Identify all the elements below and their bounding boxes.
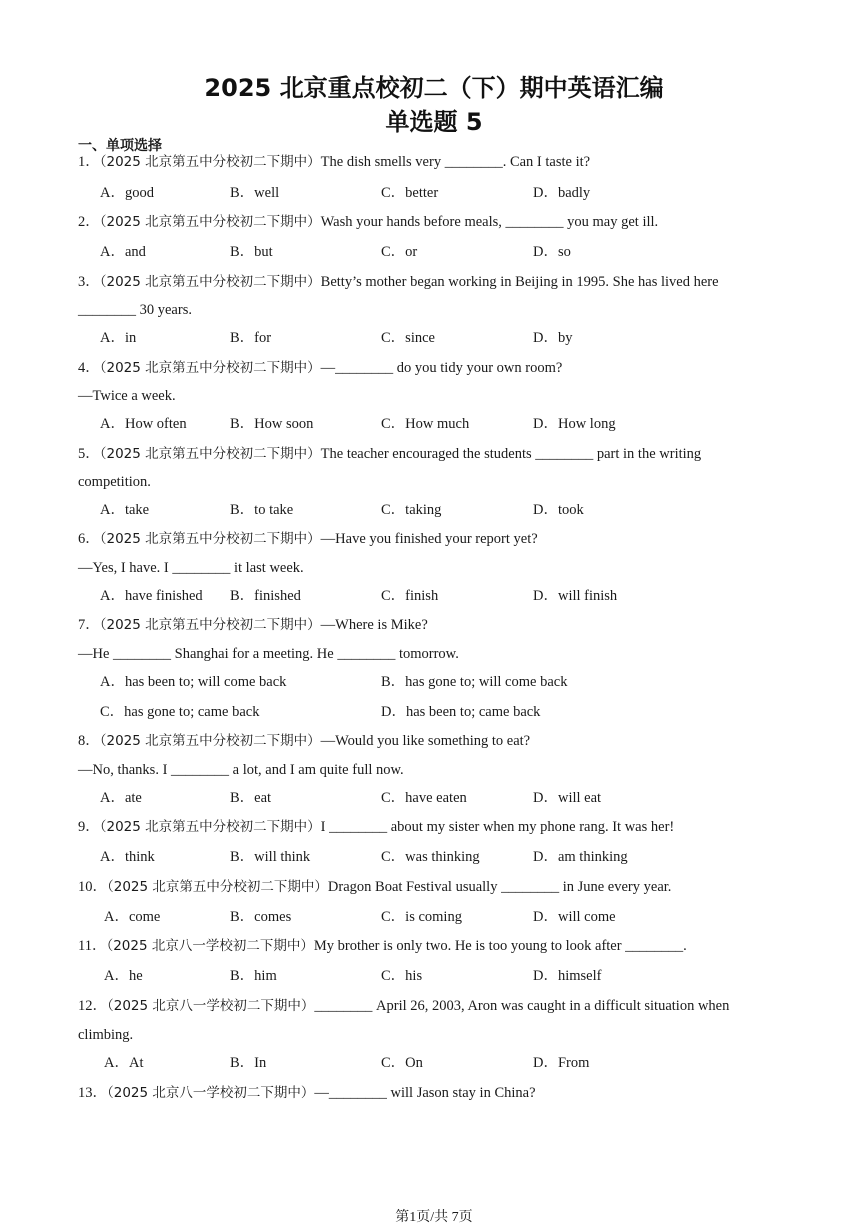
answer-option: C．was thinking [381, 849, 480, 865]
question-stem [78, 817, 674, 837]
question-source: （2025 北京八一学校初二下期中） [107, 998, 315, 1014]
answer-option: D．so [533, 244, 571, 260]
question-source: （2025 北京八一学校初二下期中） [107, 1085, 315, 1101]
answer-option: A．in [100, 330, 137, 346]
answer-option: B．How soon [230, 416, 314, 432]
answer-option: D．took [533, 502, 584, 518]
answer-option: C．has gone to; came back [100, 704, 260, 720]
answer-option: C．have eaten [381, 790, 467, 806]
question-number: 4． [78, 360, 100, 376]
answer-option: A．and [100, 244, 146, 260]
question-text: Dragon Boat Festival usually ________ in June every year. [327, 879, 672, 895]
question-number: 8． [78, 733, 100, 749]
question-source: （2025 北京第五中分校初二下期中） [99, 819, 321, 835]
question-source: （2025 北京第五中分校初二下期中） [99, 446, 321, 462]
question-stem [78, 212, 658, 232]
answer-option: C．or [381, 244, 418, 260]
answer-option: A．How often [100, 416, 187, 432]
answer-option: B．but [230, 244, 273, 260]
question-stem-continued [78, 760, 404, 780]
question-source: （2025 北京第五中分校初二下期中） [107, 879, 328, 895]
answer-option: D．will finish [533, 588, 618, 604]
question-text: —No, thanks. I ________ a lot, and I am quite full now. [78, 762, 404, 778]
question-number: 13． [78, 1085, 107, 1101]
answer-option: A．good [100, 185, 154, 201]
question-text: —Where is Mike? [320, 617, 428, 633]
answer-option: A．ate [100, 790, 142, 806]
answer-option: B．has gone to; will come back [381, 674, 568, 690]
answer-option: C．is coming [381, 909, 462, 925]
question-number: 11． [78, 938, 107, 954]
question-text: Betty’s mother began working in Beijing in 1995. She has lived here [320, 274, 719, 290]
answer-option: A．think [100, 849, 155, 865]
answer-option: A．At [104, 1055, 144, 1071]
answer-option: C．since [381, 330, 435, 346]
question-stem [78, 444, 701, 464]
answer-option: C．better [381, 185, 439, 201]
question-stem-continued [78, 1025, 133, 1045]
page-footer: 第1页/共 7页 [395, 1210, 473, 1225]
answer-option: B．well [230, 185, 280, 201]
answer-option: B．will think [230, 849, 311, 865]
question-stem [78, 272, 719, 292]
question-source: （2025 北京第五中分校初二下期中） [99, 214, 321, 230]
question-number: 12． [78, 998, 107, 1014]
answer-option: A．take [100, 502, 150, 518]
document-title: 2025 北京重点校初二（下）期中英语汇编 [204, 74, 664, 102]
question-text: The teacher encouraged the students ________ part in the writing [320, 446, 702, 462]
answer-option: D．From [533, 1055, 590, 1071]
question-text: ________ April 26, 2003, Aron was caught in a difficult situation when [314, 998, 730, 1014]
question-text: The dish smells very ________. Can I taste it? [320, 154, 591, 170]
question-stem-continued [78, 386, 176, 406]
answer-option: A．have finished [100, 588, 203, 604]
question-number: 2． [78, 214, 100, 230]
answer-option: C．taking [381, 502, 442, 518]
answer-option: B．eat [230, 790, 272, 806]
question-source: （2025 北京第五中分校初二下期中） [99, 617, 321, 633]
question-source: （2025 北京第五中分校初二下期中） [99, 360, 321, 376]
question-source: （2025 北京第五中分校初二下期中） [99, 531, 321, 547]
answer-option: C．How much [381, 416, 470, 432]
question-number: 10． [78, 879, 107, 895]
question-stem [78, 152, 590, 172]
question-text: competition. [78, 474, 151, 490]
question-text: —________ do you tidy your own room? [320, 360, 563, 376]
question-stem [78, 1083, 536, 1103]
answer-option: D．himself [533, 968, 602, 984]
answer-option: D．How long [533, 416, 616, 432]
answer-option: B．for [230, 330, 272, 346]
question-number: 5． [78, 446, 100, 462]
answer-option: C．On [381, 1055, 423, 1071]
question-text: climbing. [78, 1027, 134, 1043]
question-stem [78, 529, 538, 549]
answer-option: A．come [104, 909, 161, 925]
question-stem-continued [78, 558, 304, 578]
answer-option: B．comes [230, 909, 292, 925]
question-number: 7． [78, 617, 100, 633]
answer-option: D．am thinking [533, 849, 628, 865]
question-stem-continued [78, 644, 459, 664]
question-text: —Twice a week. [78, 388, 176, 404]
question-text: —________ will Jason stay in China? [314, 1085, 536, 1101]
question-text: ________ 30 years. [78, 302, 192, 318]
question-number: 3． [78, 274, 100, 290]
question-source: （2025 北京第五中分校初二下期中） [99, 274, 321, 290]
question-text: Wash your hands before meals, ________ you may get ill. [320, 214, 659, 230]
question-number: 9． [78, 819, 100, 835]
answer-option: C．his [381, 968, 423, 984]
answer-option: B．him [230, 968, 277, 984]
answer-option: D．by [533, 330, 573, 346]
question-text: —Have you finished your report yet? [320, 531, 538, 547]
section-heading: 一、单项选择 [78, 138, 162, 154]
question-text: —Would you like something to eat? [320, 733, 531, 749]
question-number: 1． [78, 154, 100, 170]
document-subtitle: 单选题 5 [385, 108, 483, 136]
answer-option: D．will eat [533, 790, 602, 806]
question-stem [78, 996, 729, 1016]
answer-option: C．finish [381, 588, 439, 604]
question-source: （2025 北京八一学校初二下期中） [106, 938, 314, 954]
question-stem [78, 615, 428, 635]
question-number: 6． [78, 531, 100, 547]
question-text: —He ________ Shanghai for a meeting. He ________ tomorrow. [78, 646, 459, 662]
question-text: —Yes, I have. I ________ it last week. [78, 560, 304, 576]
question-stem [78, 936, 687, 956]
answer-option: D．will come [533, 909, 616, 925]
answer-option: A．he [104, 968, 143, 984]
answer-option: D．badly [533, 185, 591, 201]
answer-option: B．finished [230, 588, 301, 604]
question-stem-continued [78, 300, 192, 320]
question-stem [78, 731, 530, 751]
answer-option: D．has been to; came back [381, 704, 541, 720]
question-stem [78, 877, 671, 897]
question-text: My brother is only two. He is too young to look after ________. [313, 938, 687, 954]
question-text: I ________ about my sister when my phone rang. It was her! [320, 819, 675, 835]
question-source: （2025 北京第五中分校初二下期中） [99, 154, 321, 170]
answer-option: B．to take [230, 502, 294, 518]
answer-option: A．has been to; will come back [100, 674, 287, 690]
question-stem [78, 358, 562, 378]
answer-option: B．In [230, 1055, 267, 1071]
question-source: （2025 北京第五中分校初二下期中） [99, 733, 321, 749]
question-stem-continued [78, 472, 151, 492]
